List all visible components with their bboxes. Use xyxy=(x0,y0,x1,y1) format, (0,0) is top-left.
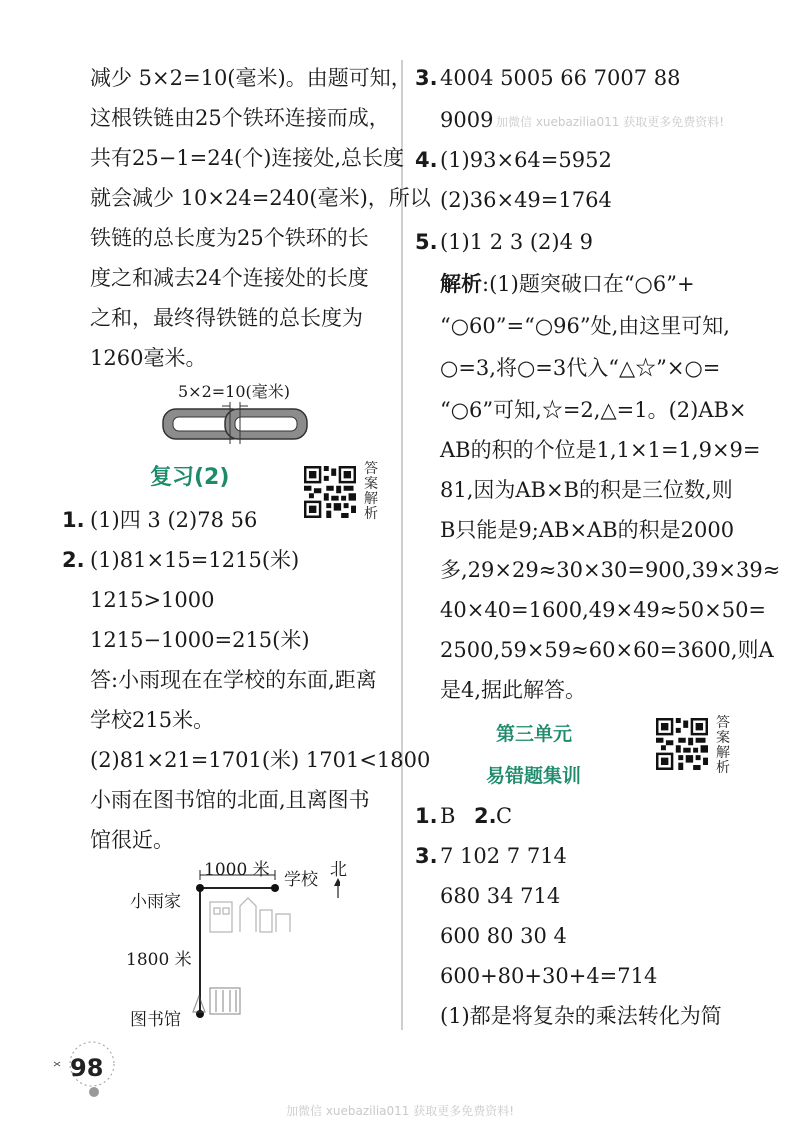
answer-line: 9009 xyxy=(440,108,494,132)
watermark-text: 加微信 xuebazilia011 获取更多免费资料! xyxy=(496,115,725,129)
qr-caption: 答案解析 xyxy=(716,715,730,776)
answer-line: 1215−1000=215(米) xyxy=(90,628,310,652)
answer-line: 600 80 30 4 xyxy=(440,924,567,948)
map-distance-left: 1800 米 xyxy=(126,950,192,970)
answer-line: (2)36×49=1764 xyxy=(440,188,612,212)
page-number: 98 xyxy=(70,1054,104,1082)
analysis-line-4: “○6”可知,☆=2,△=1。(2)AB× xyxy=(440,398,747,422)
map-north-label: 北 xyxy=(330,860,347,880)
analysis-line-10: 2500,59×59≈60×60=3600,则A xyxy=(440,638,774,662)
analysis-line-2: “○60”=“○96”处,由这里可知, xyxy=(440,314,730,338)
watermark-text: 加微信 xuebazilia011 获取更多免费资料! xyxy=(286,1104,515,1118)
map-library-label: 图书馆 xyxy=(130,1010,181,1030)
analysis-line-1 xyxy=(440,270,695,298)
answer-line: 600+80+30+4=714 xyxy=(440,964,658,988)
unit-title: 第三单元 xyxy=(496,723,573,745)
answer-line: 7 102 7 714 xyxy=(440,844,567,868)
solution-line-1: 减少 5×2=10(毫米)。由题可知， xyxy=(90,66,412,90)
answer-line: 4004 5005 66 7007 88 xyxy=(440,66,681,90)
analysis-line-11: 是4,据此解答。 xyxy=(440,678,587,702)
answer-line: (1)都是将复杂的乘法转化为简 xyxy=(440,1004,722,1028)
analysis-line-9: 40×40=1600,49×49≈50×50= xyxy=(440,598,767,622)
answer-line: (1)81×15=1215(米) xyxy=(90,548,300,572)
map-distance-top: 1000 米 xyxy=(204,860,270,880)
solution-line-4: 就会减少 10×24=240(毫米)，所以 xyxy=(90,186,431,210)
solution-line-3: 共有25−1=24(个)连接处,总长度 xyxy=(90,146,405,170)
review-section-title: 复习(2) xyxy=(150,465,230,490)
answer-line: 馆很近。 xyxy=(90,828,174,852)
unit-subtitle: 易错题集训 xyxy=(486,765,582,787)
solution-line-6: 度之和减去24个连接处的长度 xyxy=(90,266,369,290)
qr-caption: 答案解析 xyxy=(364,461,378,522)
answer-line: 1215>1000 xyxy=(90,588,215,612)
answer-line: B xyxy=(440,804,456,828)
analysis-line-8: 多,29×29≈30×30=900,39×39≈ xyxy=(440,558,781,582)
question-number: 3. xyxy=(415,66,438,90)
analysis-line-5: AB的积的个位是1,1×1=1,9×9= xyxy=(440,438,761,462)
answer-line: 答:小雨现在在学校的东面,距离 xyxy=(90,668,377,692)
answer-line: 680 34 714 xyxy=(440,884,561,908)
question-number: 1. xyxy=(62,508,85,532)
analysis-text: :(1)题突破口在“○6”+ xyxy=(482,272,695,296)
question-number: 2. xyxy=(62,548,85,572)
solution-line-8: 1260毫米。 xyxy=(90,346,207,370)
question-number: 1. xyxy=(415,804,438,828)
question-number: 4. xyxy=(415,148,438,172)
answer-line: 小雨在图书馆的北面,且离图书 xyxy=(90,788,370,812)
chain-label: 5×2=10(毫米) xyxy=(178,382,291,401)
analysis-line-3: ○=3,将○=3代入“△☆”×○= xyxy=(440,356,721,380)
solution-line-2: 这根铁链由25个铁环连接而成， xyxy=(90,106,390,130)
answer-line: 学校215米。 xyxy=(90,708,215,732)
answer-line: (1)1 2 3 (2)4 9 xyxy=(440,230,593,254)
answer-line: (2)81×21=1701(米) 1701<1800 xyxy=(90,748,431,772)
analysis-line-6: 81,因为AB×B的积是三位数,则 xyxy=(440,478,733,502)
solution-line-7: 之和，最终得铁链的总长度为 xyxy=(90,306,363,330)
question-number: 5. xyxy=(415,230,438,254)
question-number: 2. xyxy=(474,804,497,828)
solution-line-5: 铁链的总长度为25个铁环的长 xyxy=(90,226,369,250)
chain-diagram xyxy=(160,400,310,446)
map-home-label: 小雨家 xyxy=(130,892,181,912)
answer-line: (1)93×64=5952 xyxy=(440,148,612,172)
question-number: 3. xyxy=(415,844,438,868)
qr-code-icon[interactable] xyxy=(304,466,356,518)
answer-line: (1)四 3 (2)78 56 xyxy=(90,508,258,532)
map-school-label: 学校 xyxy=(284,870,318,890)
qr-code-icon[interactable] xyxy=(656,718,708,770)
answer-line: C xyxy=(496,804,513,828)
analysis-label: 解析 xyxy=(440,272,482,296)
analysis-line-7: B只能是9;AB×AB的积是2000 xyxy=(440,518,735,542)
